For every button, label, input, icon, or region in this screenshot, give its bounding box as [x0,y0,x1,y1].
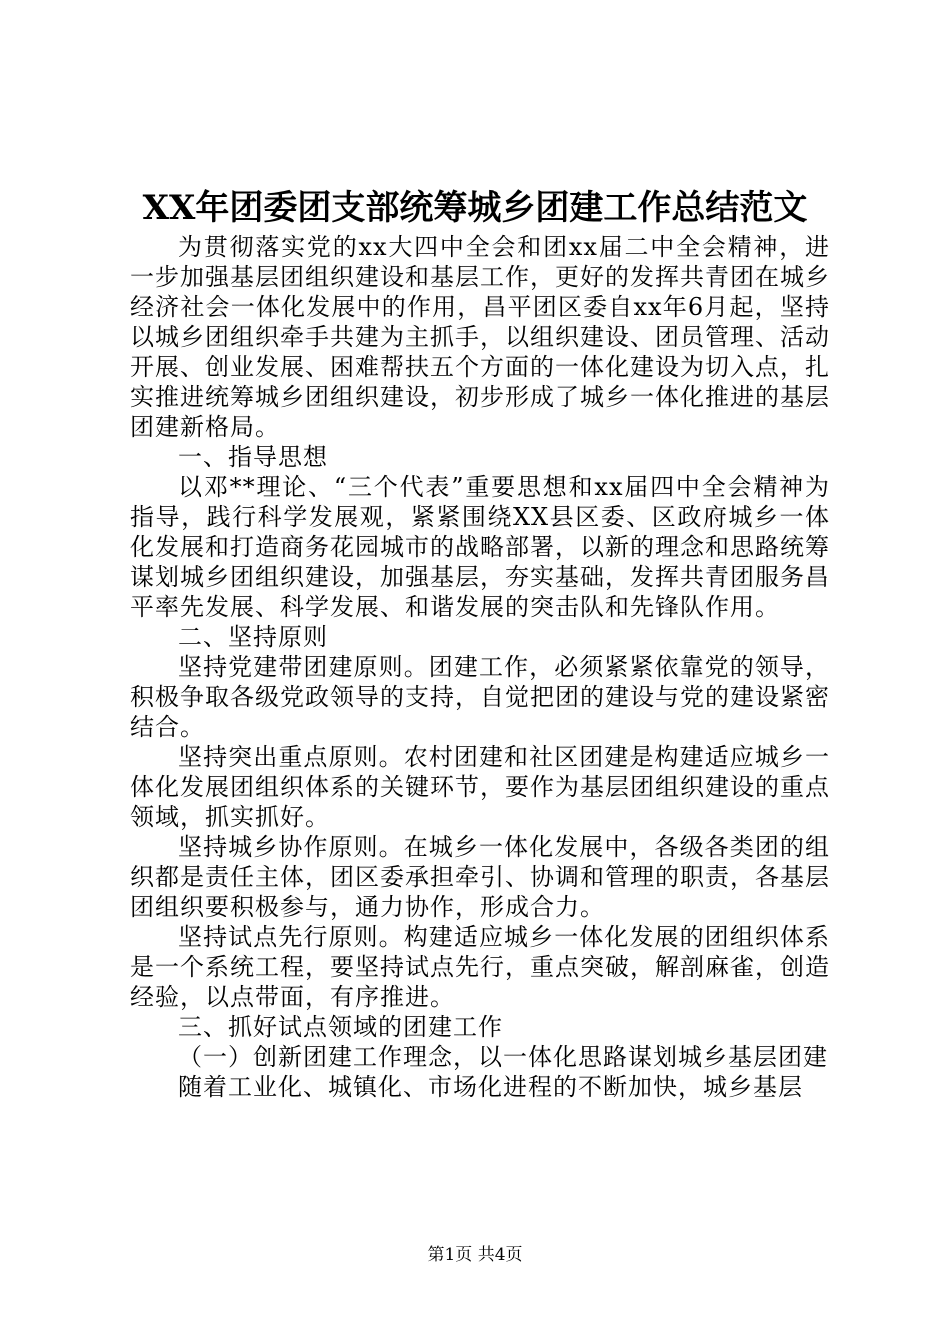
paragraph-industrialization: 随着工业化、城镇化、市场化进程的不断加快，城乡基层 [178,1073,803,1101]
heading-guiding-ideology: 一、指导思想 [178,443,328,471]
paragraph-intro: 为贯彻落实党的xx大四中全会和团xx届二中全会精神，进一步加强基层团组织建设和基层工作，更好的发挥共青团在城乡经济社会一体化发展中的作用，昌平团区委自xx年6月起，坚持以城乡团组织牵手共建为主抓手，以组织建设、团员管理、活动开展、创业发展、困难帮扶五个方面的一体化建设为切入点，扎实推进统筹城乡团组织建设，初步形成了城乡一体化推进的基层团建新格局。 [130,233,830,441]
page-footer: 第1页 共4页 [427,1245,523,1265]
paragraph-principle-pilot: 坚持试点先行原则。构建适应城乡一体化发展的团组织体系是一个系统工程，要坚持试点先行，重点突破，解剖麻雀，创造经验，以点带面，有序推进。 [130,923,830,1011]
document-title: XX年团委团支部统筹城乡团建工作总结范文 [142,188,808,228]
document-body [130,232,830,1102]
paragraph-principle-party: 坚持党建带团建原则。团建工作，必须紧紧依靠党的领导，积极争取各级党政领导的支持，自觉把团的建设与党的建设紧密结合。 [130,653,830,741]
subheading-innovation: （一）创新团建工作理念，以一体化思路谋划城乡基层团建 [178,1043,828,1071]
paragraph-guiding-ideology: 以邓**理论、“三个代表”重要思想和xx届四中全会精神为指导，践行科学发展观，紧紧围绕XX县区委、区政府城乡一体化发展和打造商务花园城市的战略部署，以新的理念和思路统筹谋划城乡团组织建设，加强基层，夯实基础，发挥共青团服务昌平率先发展、科学发展、和谐发展的突击队和先锋队作用。 [130,473,830,621]
paragraph-principle-focus: 坚持突出重点原则。农村团建和社区团建是构建适应城乡一体化发展团组织体系的关键环节，要作为基层团组织建设的重点领域，抓实抓好。 [130,743,830,831]
paragraph-principle-cooperation: 坚持城乡协作原则。在城乡一体化发展中，各级各类团的组织都是责任主体，团区委承担牵引、协调和管理的职责，各基层团组织要积极参与，通力协作，形成合力。 [130,833,830,921]
heading-principles: 二、坚持原则 [178,623,328,651]
heading-pilot-areas: 三、抓好试点领域的团建工作 [178,1013,503,1041]
